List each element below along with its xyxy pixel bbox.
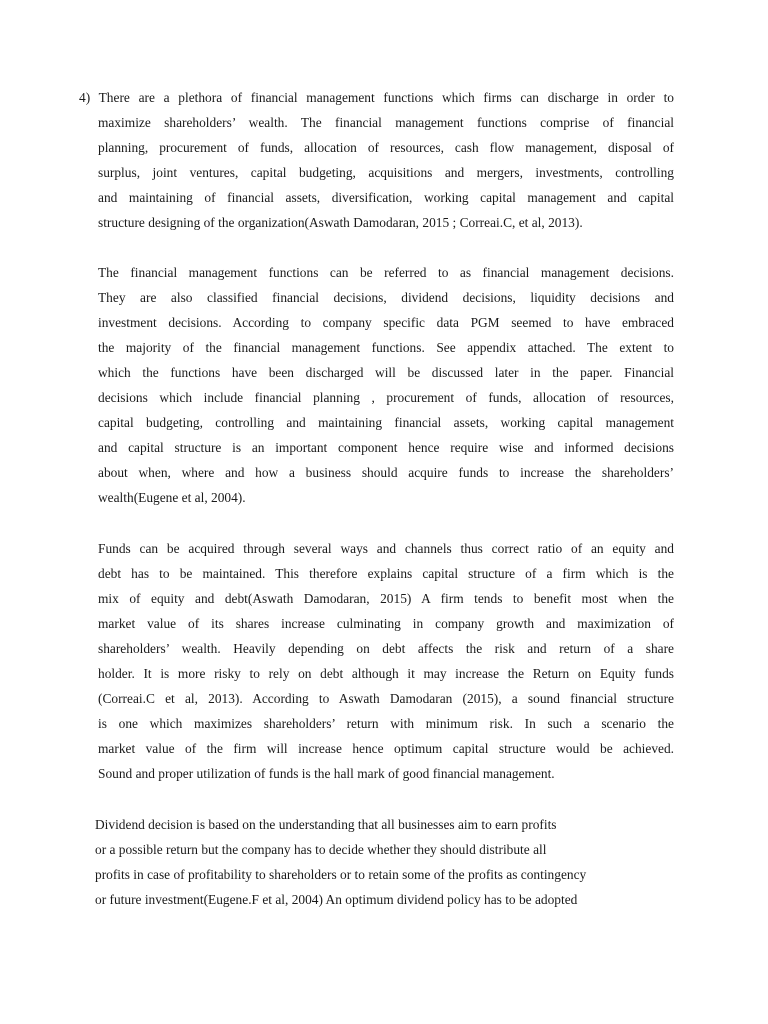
text-line: structure designing of the organization(Aswath Damodaran, 2015 ; Correai.C, et al, 2013). [98, 215, 583, 230]
text-line: mix of equity and debt(Aswath Damodaran, 2015) A firm tends to benefit most when the [98, 591, 674, 606]
text-line: They are also classified financial decisions, dividend decisions, liquidity decisions and [98, 290, 674, 305]
text-line: about when, where and how a business should acquire funds to increase the shareholders’ [98, 465, 674, 480]
text-line: is one which maximizes shareholders’ return with minimum risk. In such a scenario the [98, 716, 674, 731]
text-line: and capital structure is an important component hence require wise and informed decisions [98, 440, 674, 455]
text-line: market value of its shares increase culminating in company growth and maximization of [98, 616, 674, 631]
text-line: or future investment(Eugene.F et al, 2004) An optimum dividend policy has to be adopted [95, 892, 578, 907]
text-line: Sound and proper utilization of funds is the hall mark of good financial management. [98, 766, 555, 781]
text-line: planning, procurement of funds, allocation of resources, cash flow management, disposal of [98, 140, 674, 155]
text-line: debt has to be maintained. This therefore explains capital structure of a firm which is the [98, 566, 674, 581]
text-line: Dividend decision is based on the understanding that all businesses aim to earn profits [95, 817, 557, 832]
text-line: market value of the firm will increase hence optimum capital structure would be achieved. [98, 741, 674, 756]
text-line: investment decisions. According to company specific data PGM seemed to have embraced [98, 315, 674, 330]
text-line: shareholders’ wealth. Heavily depending on debt affects the risk and return of a share [98, 641, 674, 656]
text-line: The financial management functions can be referred to as financial management decisions. [98, 265, 674, 280]
text-line: 4) There are a plethora of financial management functions which firms can discharge in order to [79, 90, 674, 105]
text-line: and maintaining of financial assets, diversification, working capital management and capital [98, 190, 674, 205]
text-line: capital budgeting, controlling and maintaining financial assets, working capital management [98, 415, 674, 430]
text-line: the majority of the financial management functions. See appendix attached. The extent to [98, 340, 674, 355]
text-line: which the functions have been discharged will be discussed later in the paper. Financial [98, 365, 674, 380]
text-line: surplus, joint ventures, capital budgeting, acquisitions and mergers, investments, controlling [98, 165, 674, 180]
text-line: profits in case of profitability to shareholders or to retain some of the profits as contingency [95, 867, 587, 882]
text-line: decisions which include financial planning , procurement of funds, allocation of resources, [98, 390, 674, 405]
text-line: Funds can be acquired through several ways and channels thus correct ratio of an equity and [98, 541, 674, 556]
text-line: holder. It is more risky to rely on debt although it may increase the Return on Equity funds [98, 666, 674, 681]
text-line: or a possible return but the company has to decide whether they should distribute all [95, 842, 547, 857]
text-line: maximize shareholders’ wealth. The financial management functions comprise of financial [98, 115, 674, 130]
text-line: (Correai.C et al, 2013). According to Aswath Damodaran (2015), a sound financial structure [98, 691, 674, 706]
text-line: wealth(Eugene et al, 2004). [98, 490, 246, 505]
